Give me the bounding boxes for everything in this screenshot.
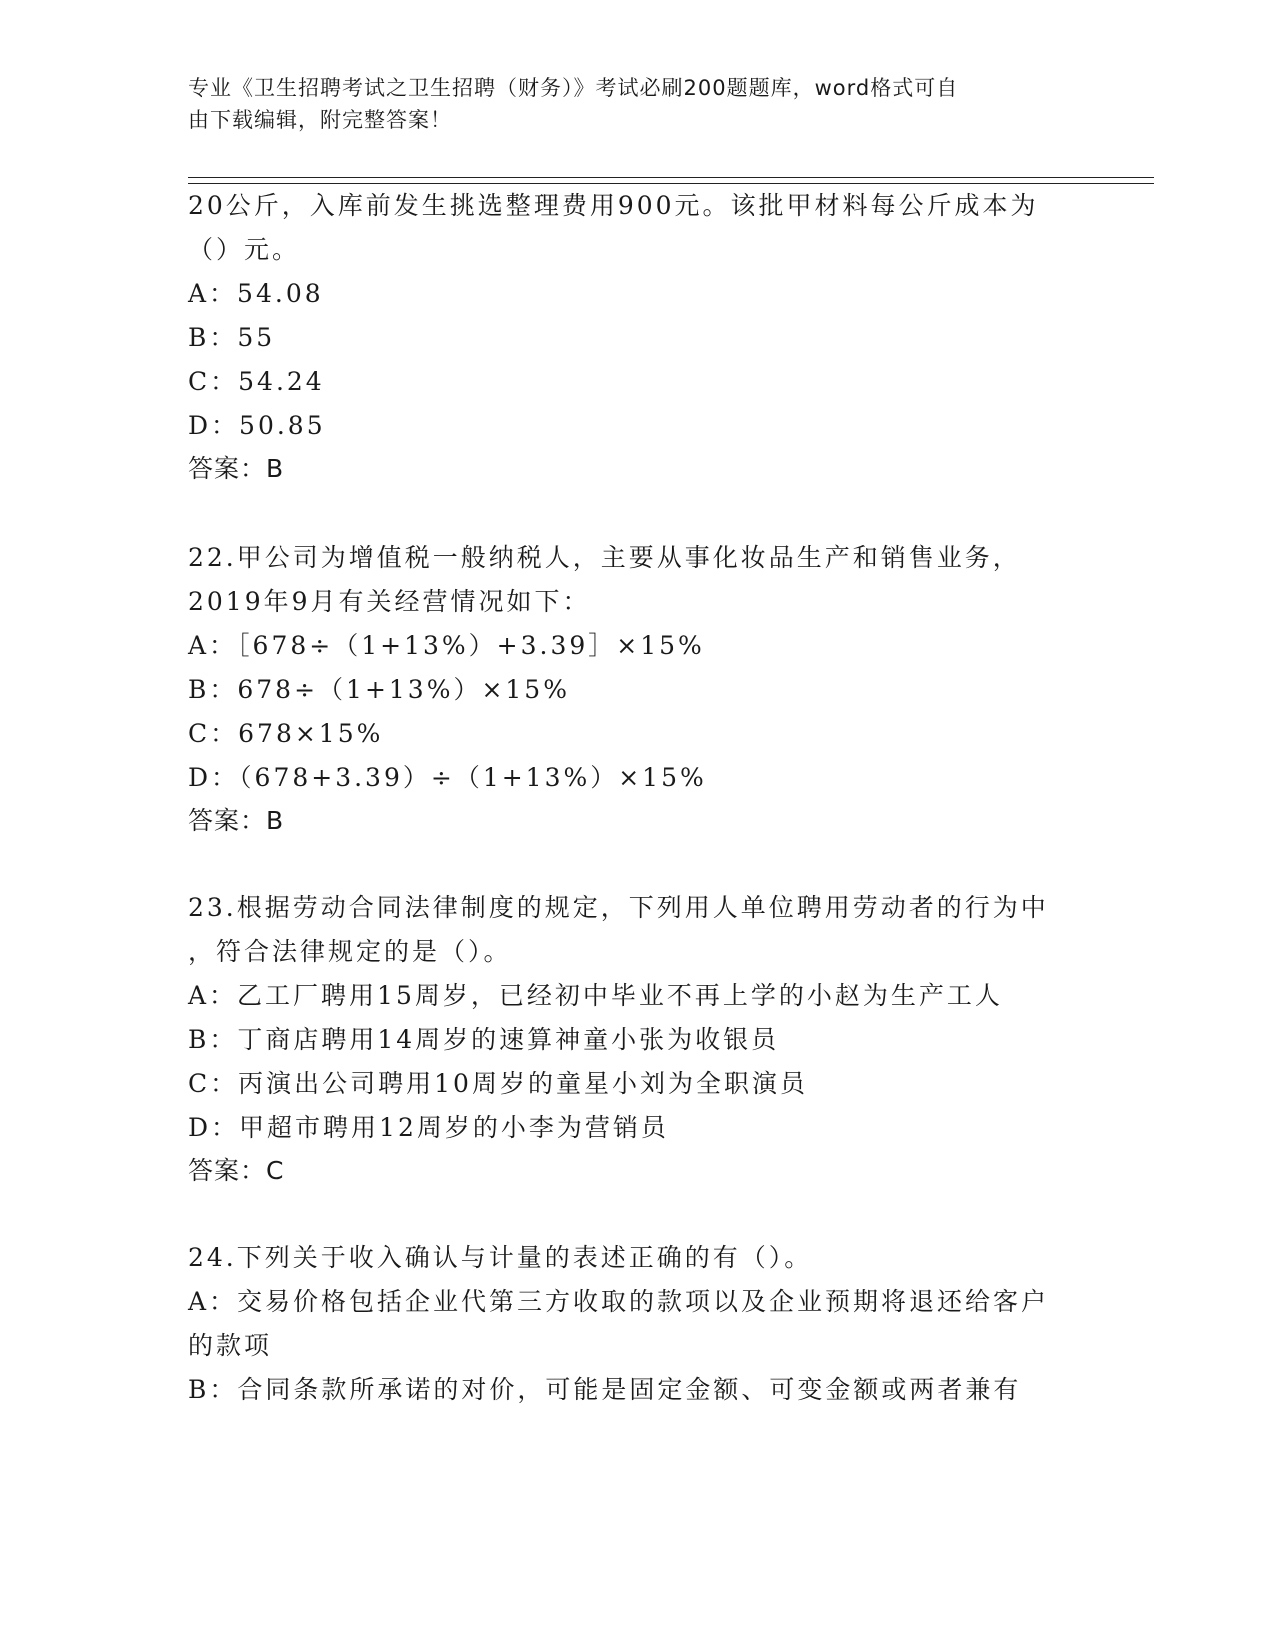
- option-c: C：54.24: [188, 367, 325, 396]
- answer-label: 答案：B: [188, 454, 285, 483]
- header-line-2: 由下载编辑，附完整答案！: [188, 108, 452, 132]
- document-header: [188, 72, 1088, 136]
- option-b: B：55: [188, 323, 276, 352]
- option-d: D：甲超市聘用12周岁的小李为营销员: [188, 1113, 669, 1142]
- option-d: D：50.85: [188, 411, 326, 440]
- option-b: B：合同条款所承诺的对价，可能是固定金额、可变金额或两者兼有: [188, 1375, 1022, 1404]
- question-stem-line: ，符合法律规定的是（）。: [188, 937, 512, 966]
- option-a: A：54.08: [188, 279, 324, 308]
- question-stem-line: （）元。: [188, 235, 301, 264]
- header-line-1: 专业《卫生招聘考试之卫生招聘（财务）》考试必刷200题题库，word格式可自: [188, 76, 959, 100]
- option-a: A：交易价格包括企业代第三方收取的款项以及企业预期将退还给客户: [188, 1287, 1050, 1316]
- answer-label: 答案：C: [188, 1156, 285, 1185]
- option-a-continued: 的款项: [188, 1331, 273, 1360]
- question-stem-line: 24.下列关于收入确认与计量的表述正确的有（）。: [188, 1243, 813, 1272]
- option-b: B：678÷（1+13%）×15%: [188, 675, 570, 704]
- header-divider: [188, 177, 1154, 184]
- answer-label: 答案：B: [188, 806, 285, 835]
- option-c: C：678×15%: [188, 719, 384, 748]
- question-stem-line: 22.甲公司为增值税一般纳税人，主要从事化妆品生产和销售业务，: [188, 543, 1021, 572]
- question-stem-line: 2019年9月有关经营情况如下：: [188, 587, 591, 616]
- question-stem-line: 23.根据劳动合同法律制度的规定，下列用人单位聘用劳动者的行为中: [188, 893, 1049, 922]
- option-b: B：丁商店聘用14周岁的速算神童小张为收银员: [188, 1025, 780, 1054]
- option-a: A：乙工厂聘用15周岁，已经初中毕业不再上学的小赵为生产工人: [188, 981, 1003, 1010]
- option-a: A：［678÷（1+13%）+3.39］×15%: [188, 631, 705, 660]
- question-stem-line: 20公斤，入库前发生挑选整理费用900元。该批甲材料每公斤成本为: [188, 191, 1039, 220]
- option-c: C：丙演出公司聘用10周岁的童星小刘为全职演员: [188, 1069, 808, 1098]
- option-d: D：（678+3.39）÷（1+13%）×15%: [188, 763, 707, 792]
